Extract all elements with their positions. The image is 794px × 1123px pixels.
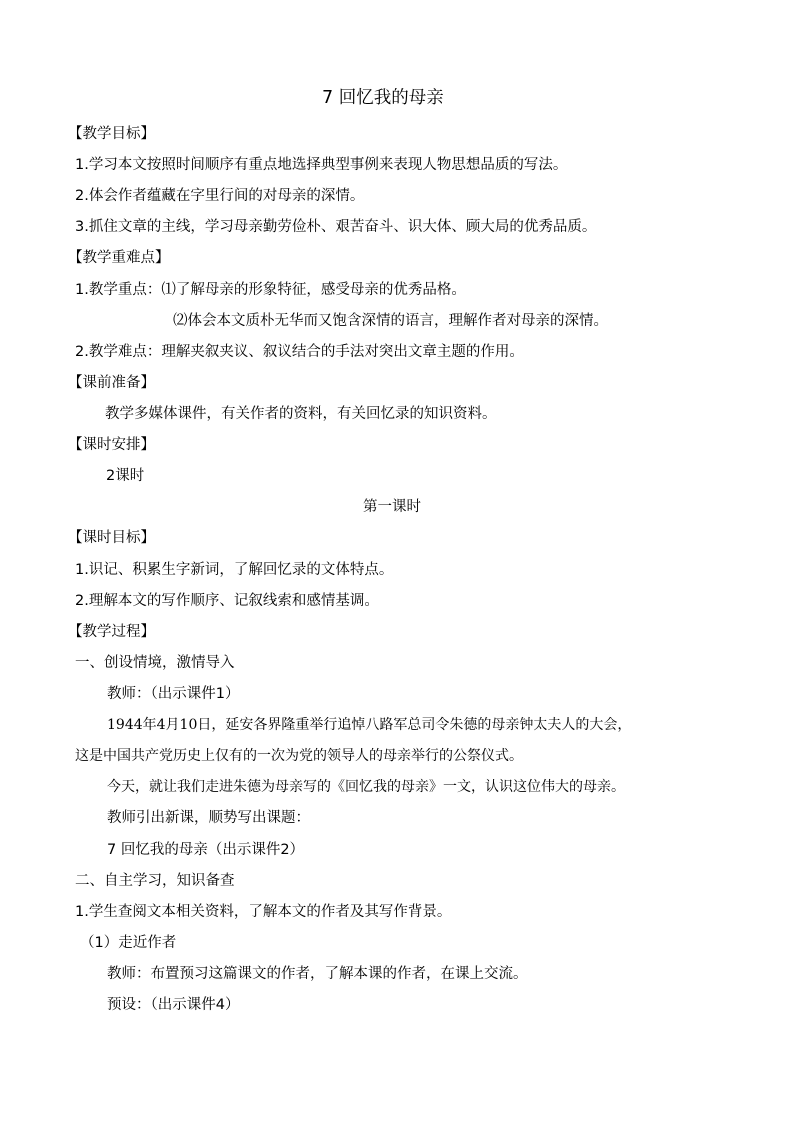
intro-paragraph-line-1: 1944年4月10日，延安各界隆重举行追悼八路军总司令朱德的母亲钟太夫人的大会， bbox=[107, 717, 632, 733]
intro-paragraph-line-3: 今天，就让我们走进朱德为母亲写的《回忆我的母亲》一文，认识这位伟大的母亲。 bbox=[107, 779, 625, 795]
lesson-goal-2: 2.理解本文的写作顺序、记叙线索和感情基调。 bbox=[75, 593, 379, 609]
lesson-title-line: 7 回忆我的母亲（出示课件2） bbox=[107, 842, 305, 858]
section-heading-process: 【教学过程】 bbox=[68, 624, 155, 640]
process-step-2: 二、自主学习，知识备查 bbox=[75, 873, 235, 889]
goal-item-1: 1.学习本文按照时间顺序有重点地选择典型事例来表现人物思想品质的写法。 bbox=[75, 157, 568, 173]
section-heading-schedule: 【课时安排】 bbox=[68, 437, 155, 453]
lesson-heading-first: 第一课时 bbox=[363, 499, 421, 515]
study-sub-item-1: （1）走近作者 bbox=[80, 935, 177, 951]
preparation-text: 教学多媒体课件，有关作者的资料，有关回忆录的知识资料。 bbox=[105, 406, 497, 422]
goal-item-2: 2.体会作者蕴藏在字里行间的对母亲的深情。 bbox=[75, 188, 365, 204]
document-title: 7 回忆我的母亲 bbox=[322, 88, 444, 108]
key-point-2: 2.教学难点：理解夹叙夹议、叙议结合的手法对突出文章主题的作用。 bbox=[75, 344, 524, 360]
preset-line: 预设：（出示课件4） bbox=[107, 997, 240, 1013]
teacher-line-1: 教师：（出示课件1） bbox=[107, 686, 240, 702]
goal-item-3: 3.抓住文章的主线，学习母亲勤劳俭朴、艰苦奋斗、识大体、顾大局的优秀品质。 bbox=[75, 219, 597, 235]
intro-paragraph-line-2: 这是中国共产党历史上仅有的一次为党的领导人的母亲举行的公祭仪式。 bbox=[75, 748, 523, 764]
key-point-1: 1.教学重点：⑴了解母亲的形象特征，感受母亲的优秀品格。 bbox=[75, 282, 466, 298]
key-point-1-sub-2: ⑵体会本文质朴无华而又饱含深情的语言，理解作者对母亲的深情。 bbox=[173, 313, 608, 329]
section-heading-key-points: 【教学重难点】 bbox=[68, 250, 170, 266]
section-heading-lesson-goals: 【课时目标】 bbox=[68, 530, 155, 546]
process-step-1: 一、创设情境，激情导入 bbox=[75, 655, 235, 671]
study-item-1: 1.学生查阅文本相关资料，了解本文的作者及其写作背景。 bbox=[75, 904, 452, 920]
section-heading-preparation: 【课前准备】 bbox=[68, 375, 155, 391]
schedule-text: 2课时 bbox=[106, 468, 145, 484]
lesson-goal-1: 1.识记、积累生字新词，了解回忆录的文体特点。 bbox=[75, 562, 394, 578]
section-heading-teaching-goals: 【教学目标】 bbox=[68, 126, 155, 142]
teacher-line-2: 教师引出新课，顺势写出课题： bbox=[107, 810, 310, 826]
teacher-line-3: 教师：布置预习这篇课文的作者，了解本课的作者，在课上交流。 bbox=[107, 966, 528, 982]
